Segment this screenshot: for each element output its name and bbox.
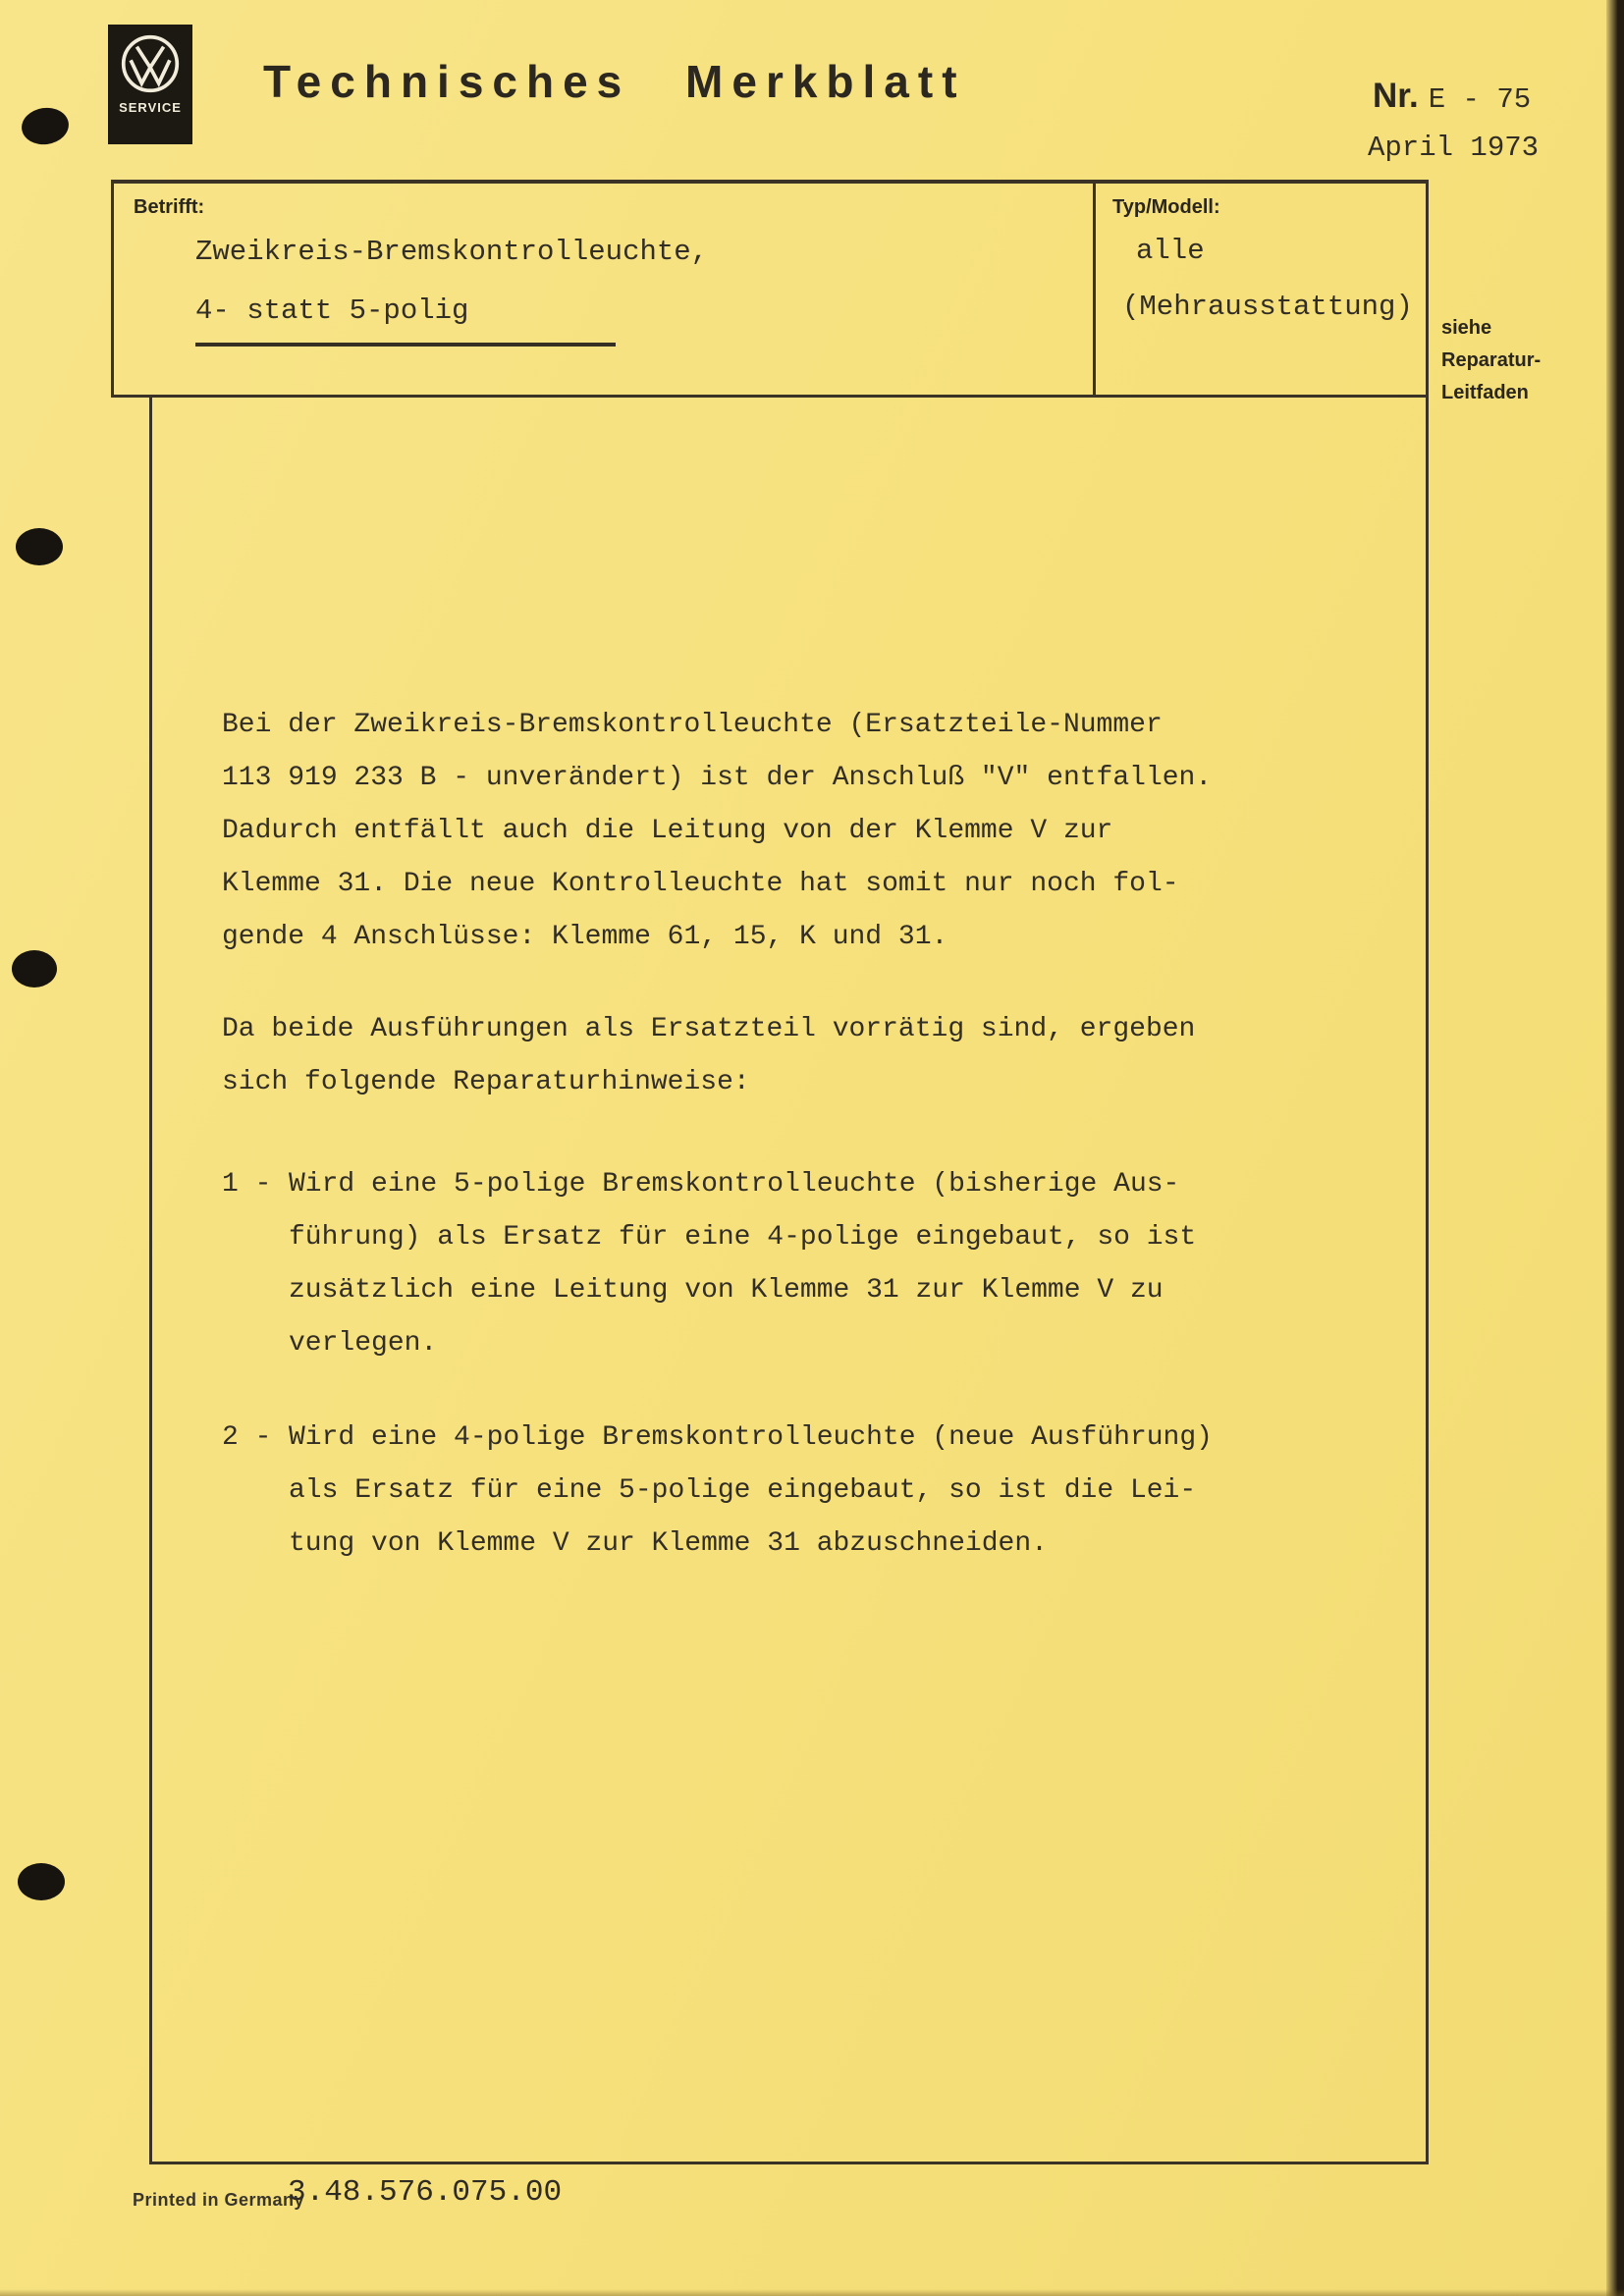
side-note-line: Reparatur- (1441, 349, 1542, 371)
body-line: tung von Klemme V zur Klemme 31 abzuschneiden. (289, 1528, 1048, 1559)
printed-in-germany-label: Printed in Germany (133, 2190, 305, 2210)
body-line: Da beide Ausführungen als Ersatzteil vorrätig sind, ergeben (222, 1014, 1196, 1044)
vw-roundel-icon (120, 33, 181, 94)
subject-text (195, 223, 708, 347)
betrifft-label: Betrifft: (134, 196, 205, 218)
side-note (1441, 312, 1541, 409)
vw-logo-box (108, 25, 192, 144)
paragraph-1 (222, 699, 1212, 964)
list-marker: 1 - (222, 1169, 272, 1200)
side-note-line: Leitfaden (1441, 382, 1529, 403)
repair-note-2 (222, 1412, 1213, 1571)
box-divider (1093, 184, 1096, 395)
page-title: Technisches Merkblatt (263, 56, 966, 107)
nr-value: E - 75 (1428, 83, 1532, 116)
list-lines (289, 1412, 1213, 1571)
scan-edge-right (1606, 0, 1624, 2296)
subject-line (195, 282, 708, 347)
subject-underlined-text: 4- statt 5-polig (195, 282, 616, 347)
bulletin-date: April 1973 (1368, 132, 1540, 164)
punch-hole (16, 528, 63, 565)
body-line: verlegen. (289, 1328, 438, 1359)
typ-modell-label: Typ/Modell: (1112, 196, 1220, 218)
list-lines (289, 1158, 1196, 1370)
subject-line: Zweikreis-Bremskontrolleuchte, (195, 236, 709, 268)
bulletin-number (1373, 77, 1531, 116)
typ-modell-line: alle (1136, 235, 1205, 267)
body-line: Wird eine 4-polige Bremskontrolleuchte (neue Ausführung) (289, 1422, 1213, 1453)
body-line: führung) als Ersatz für eine 4-polige eingebaut, so ist (289, 1222, 1197, 1253)
body-line: als Ersatz für eine 5-polige eingebaut, so ist die Lei- (289, 1475, 1197, 1506)
punch-hole (12, 950, 57, 988)
punch-hole (18, 1863, 65, 1900)
body-line: Klemme 31. Die neue Kontrolleuchte hat somit nur noch fol- (222, 869, 1179, 899)
body-line: Bei der Zweikreis-Bremskontrolleuchte (Ersatzteile-Nummer (222, 710, 1163, 740)
scan-edge-bottom (0, 2289, 1624, 2296)
logo-service-label: SERVICE (119, 100, 182, 115)
body-line: Wird eine 5-polige Bremskontrolleuchte (bisherige Aus- (289, 1169, 1180, 1200)
side-note-line: siehe (1441, 317, 1492, 339)
typ-modell-line: (Mehrausstattung) (1122, 291, 1413, 323)
body-line: sich folgende Reparaturhinweise: (222, 1067, 750, 1097)
body-line: gende 4 Anschlüsse: Klemme 61, 15, K und 31. (222, 922, 948, 952)
body-line: Dadurch entfällt auch die Leitung von der Klemme V zur (222, 816, 1113, 846)
print-part-number: 3.48.576.075.00 (288, 2175, 563, 2210)
subject-model-box (111, 180, 1429, 398)
typ-modell-text (1122, 223, 1413, 335)
body-line: 113 919 233 B - unverändert) ist der Anschluß "V" entfallen. (222, 763, 1213, 793)
list-marker: 2 - (222, 1422, 272, 1453)
paragraph-2 (222, 1003, 1195, 1109)
punch-hole (20, 105, 72, 147)
body-line: zusätzlich eine Leitung von Klemme 31 zur Klemme V zu (289, 1275, 1164, 1306)
repair-note-1 (222, 1158, 1196, 1370)
nr-label: Nr. (1373, 77, 1419, 115)
